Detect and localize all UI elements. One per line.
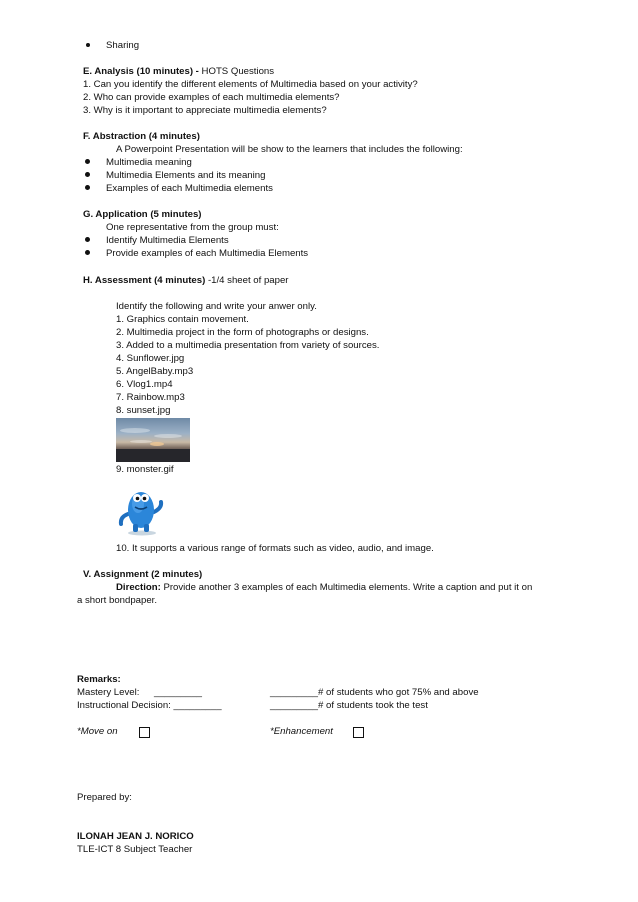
direction-label: Direction: [116, 582, 161, 593]
application-intro: One representative from the group must: [106, 222, 279, 233]
sunset-image [116, 418, 190, 462]
assessment-title: H. Assessment (4 minutes) [83, 275, 206, 286]
analysis-question: 2. Who can provide examples of each multimedia elements? [83, 92, 340, 103]
assessment-item: 1. Graphics contain movement. [116, 314, 249, 325]
assessment-item: 2. Multimedia project in the form of photographs or designs. [116, 327, 369, 338]
assessment-item: 3. Added to a multimedia presentation from variety of sources. [116, 340, 380, 351]
analysis-question: 1. Can you identify the different elements of Multimedia based on your activity? [83, 79, 418, 90]
students-took-line [270, 699, 428, 712]
abstraction-item: Examples of each Multimedia elements [106, 183, 273, 194]
prepared-by-label: Prepared by: [77, 792, 132, 803]
abstraction-title: F. Abstraction (4 minutes) [83, 131, 200, 142]
remarks-title: Remarks: [77, 674, 121, 685]
assessment-item: 9. monster.gif [116, 464, 174, 475]
bullet-icon [86, 43, 90, 47]
direction-text: Provide another 3 examples of each Multimedia elements. Write a caption and put it on [163, 582, 533, 593]
analysis-heading [83, 65, 274, 78]
bullet-icon [85, 172, 90, 177]
bullet-icon [85, 185, 90, 190]
students-75-text: # of students who got 75% and above [318, 687, 479, 698]
assessment-subtitle: -1/4 sheet of paper [207, 275, 289, 286]
students-75-line [270, 686, 479, 699]
decision-blank: _________ [173, 700, 222, 711]
decision-label: Instructional Decision: [77, 700, 171, 711]
assessment-item: 6. Vlog1.mp4 [116, 379, 173, 390]
abstraction-item: Multimedia Elements and its meaning [106, 170, 266, 181]
application-item: Provide examples of each Multimedia Elements [106, 248, 309, 259]
enhancement-label: *Enhancement [270, 726, 333, 737]
assessment-heading [83, 274, 289, 287]
assessment-instruction: Identify the following and write your anwer only. [116, 301, 317, 312]
abstraction-intro: A Powerpoint Presentation will be show to the learners that includes the following: [116, 144, 463, 155]
move-on-checkbox[interactable] [139, 727, 150, 738]
direction-text-continued: a short bondpaper. [77, 595, 158, 606]
mastery-blank: _________ [154, 687, 203, 698]
teacher-role: TLE-ICT 8 Subject Teacher [77, 844, 193, 855]
bullet-icon [85, 237, 90, 242]
enhancement-checkbox[interactable] [353, 727, 364, 738]
application-item: Identify Multimedia Elements [106, 235, 229, 246]
move-on-label: *Move on [77, 726, 118, 737]
application-title: G. Application (5 minutes) [83, 209, 202, 220]
analysis-question: 3. Why is it important to appreciate multimedia elements? [83, 105, 327, 116]
teacher-name: ILONAH JEAN J. NORICO [77, 831, 194, 842]
students-took-text: # of students took the test [318, 700, 428, 711]
bullet-icon [85, 159, 90, 164]
sharing-label: Sharing [106, 40, 140, 51]
assessment-item: 8. sunset.jpg [116, 405, 171, 416]
assessment-item: 7. Rainbow.mp3 [116, 392, 185, 403]
bullet-icon [85, 250, 90, 255]
decision-line [77, 699, 222, 712]
abstraction-item: Multimedia meaning [106, 157, 192, 168]
students-75-blank: _________ [270, 687, 319, 698]
students-took-blank: _________ [270, 700, 319, 711]
assignment-title: V. Assignment (2 minutes) [83, 569, 203, 580]
assessment-item: 10. It supports a various range of formats such as video, audio, and image. [116, 543, 434, 554]
monster-image [118, 484, 164, 536]
analysis-title: E. Analysis (10 minutes) - [83, 66, 199, 77]
analysis-subtitle: HOTS Questions [201, 66, 275, 77]
mastery-label: Mastery Level: [77, 687, 140, 698]
assessment-item: 5. AngelBaby.mp3 [116, 366, 194, 377]
assignment-direction [116, 581, 532, 594]
assessment-item: 4. Sunflower.jpg [116, 353, 185, 364]
